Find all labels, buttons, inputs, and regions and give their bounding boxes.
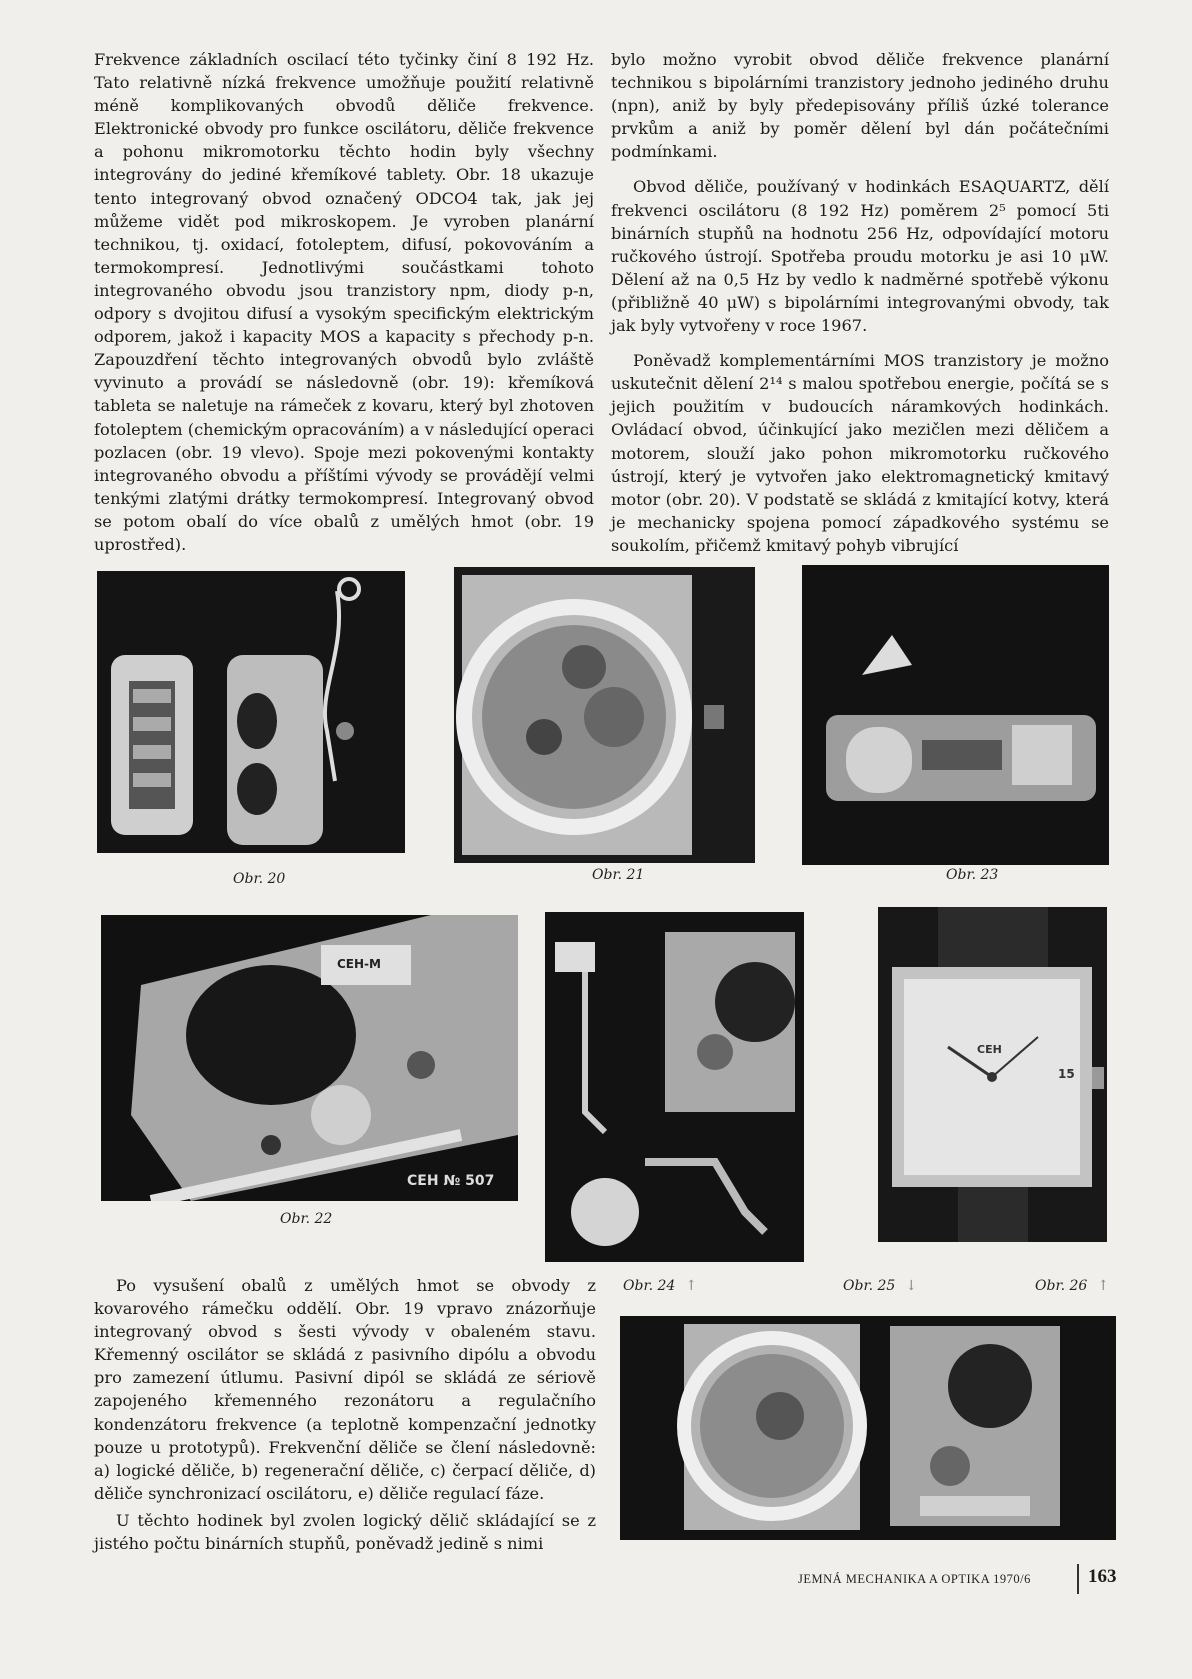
figure-obr-20 xyxy=(97,571,405,853)
arrow-down-icon: ↓ xyxy=(905,1278,918,1294)
text-column-left-bottom xyxy=(94,1274,596,1555)
page-number: 163 xyxy=(1088,1566,1117,1587)
text-column-left-top xyxy=(94,48,594,556)
paragraph: U těchto hodinek byl zvolen logický dělič skládající se z jistého počtu binárních stupňů, poněvadž jedině s nimi xyxy=(94,1510,596,1554)
figure-obr-21 xyxy=(454,567,755,863)
journal-footer: JEMNÁ MECHANIKA A OPTIKA 1970/6 xyxy=(798,1572,1031,1586)
paragraph: Obvod děliče, používaný v hodinkách ESAQUARTZ, dělí frekvenci oscilátoru (8 192 Hz) poměrem 2⁵ pomocí 5ti binárních stupňů na hodnotu 256 Hz, odpovídající motoru ručkového ústrojí. Spotřeba proudu motorku je asi 10 μW. Dělení až na 0,5 Hz by vedlo k nadměrné spotřebě výkonu (přibližně 40 μW) s bipolárními integrovanými obvody, tak jak byly vytvořeny v roce 1967. xyxy=(611,177,1109,336)
caption-obr-23: Obr. 23 xyxy=(946,867,999,883)
caption-obr-21: Obr. 21 xyxy=(592,867,645,883)
caption-obr-25: Obr. 25 ↓ xyxy=(843,1278,918,1294)
figure-obr-24-25 xyxy=(545,912,804,1262)
dial-brand: CEH xyxy=(977,1043,1002,1056)
paragraph: Frekvence základních oscilací této tyčinky činí 8 192 Hz. Tato relativně nízká frekvence umožňuje použití relativně méně komplikovaných obvodů děliče frekvence. Elektronické obvody pro funkce oscilátoru, děliče frekvence a pohonu mikromotorku těchto hodin byly všechny integrovány do jediné křemíkové tablety. Obr. 18 ukazuje tento integrovaný obvod označený ODCO4 tak, jak jej můžeme vidět pod mikroskopem. Je vyroben planární technikou, tj. oxidací, fotoleptem, difusí, pokovováním a termokompresí. Jednotlivými součástkami tohoto integrovaného obvodu jsou tranzistory npm, diody p-n, odpory s dvojitou difusí a vysokým specifickým elektrickým odporem, jakož i kapacity MOS a kapacity s přechody p-n. Zapouzdření těchto integrovaných obvodů bylo zvláště vyvinuto a provádí se následovně (obr. 19): křemíková tableta se naletuje na rámeček z kovaru, který byl zhotoven fotoleptem (chemickým opracováním) a v následující operaci pozlacen (obr. 19 vlevo). Spoje mezi pokovenými kontakty integrovaného obvodu a příštími vývody se provádějí velmi tenkými zlatými drátky termokompresí. Integrovaný obvod se potom obalí do více obalů z umělých hmot (obr. 19 uprostřed). xyxy=(94,50,594,554)
paragraph: Po vysušení obalů z umělých hmot se obvody z kovarového rámečku oddělí. Obr. 19 vpravo znázorňuje integrovaný obvod s šesti vývody v obaleném stavu. Křemenný oscilátor se skládá z pasivního dipólu a obvodu pro zamezení útlumu. Pasivní dipól se skládá ze sériově zapojeného křemenného rezonátoru a regulačního kondenzátoru frekvence (a teplotně kompenzační jednotky pouze u prototypů). Frekvenční děliče se člení následovně: a) logické děliče, b) regenerační děliče, c) čerpací děliče, d) děliče synchronizací oscilátoru, e) děliče regulací fáze. xyxy=(94,1276,596,1503)
paragraph: Poněvadž komplementárními MOS tranzistory je možno uskutečnit dělení 2¹⁴ s malou spotřebou energie, počítá se s jejich použitím v budoucích náramkových hodinkách. Ovládací obvod, účinkující jako mezičlen mezi děličem a motorem, slouží jako pohon mikromotorku ručkového ústrojí, který je vytvořen jako elektromagnetický kmitavý motor (obr. 20). V podstatě se skládá z kmitající kotvy, která je mechanicky spojena pomocí západkového systému se soukolím, přičemž kmitavý pohyb vibrující xyxy=(611,351,1109,555)
figure-obr-26 xyxy=(878,907,1107,1242)
chip-label: CEH-M xyxy=(337,957,381,971)
figure-watch-movement xyxy=(620,1316,1116,1540)
footer-divider xyxy=(1077,1564,1079,1594)
arrow-up-icon: ↑ xyxy=(685,1278,698,1294)
text-column-right-top xyxy=(611,48,1109,557)
brand-label: CEH № 507 xyxy=(407,1173,495,1189)
paragraph: bylo možno vyrobit obvod děliče frekvence planární technikou s bipolárními tranzistory jednoho jediného druhu (npn), aniž by byly předepisovány příliš úzké tolerance prvkům a aniž by poměr dělení byl dán počátečními podmínkami. xyxy=(611,50,1109,162)
caption-obr-22: Obr. 22 xyxy=(280,1211,333,1227)
caption-obr-20: Obr. 20 xyxy=(233,871,286,887)
figure-obr-23 xyxy=(802,565,1109,865)
figure-obr-22 xyxy=(101,915,518,1201)
arrow-up-icon: ↑ xyxy=(1097,1278,1110,1294)
date-window: 15 xyxy=(1058,1067,1075,1081)
caption-obr-24: Obr. 24 ↑ xyxy=(623,1278,698,1294)
caption-obr-26: Obr. 26 ↑ xyxy=(1035,1278,1110,1294)
